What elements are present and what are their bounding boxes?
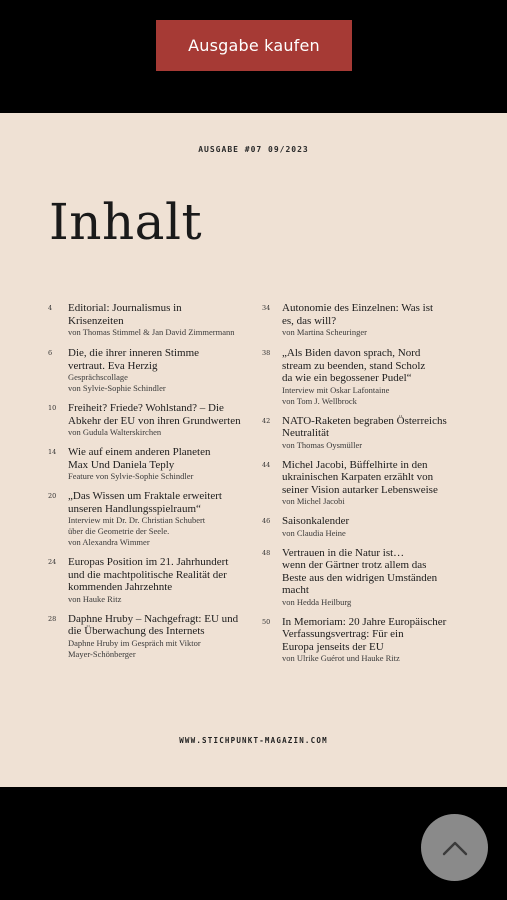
entry-title: Europas Position im 21. Jahrhundert [68,556,229,568]
entry-title: unseren Handlungsspielraum“ [68,502,201,515]
scroll-to-top-button[interactable] [421,814,488,881]
entry-title: NATO-Raketen begraben Österreichs [282,414,447,427]
footer-url: WWW.STICHPUNKT-MAGAZIN.COM [179,736,328,745]
entry-title: Wie auf einem anderen Planeten [68,446,211,458]
toc-entry[interactable] [48,446,248,482]
toc-entry[interactable] [48,490,248,548]
toc-entry[interactable] [262,415,474,451]
toc-entry[interactable] [262,459,474,508]
page-number: 34 [262,304,271,312]
entry-byline: von Ulrike Guérot und Hauke Ritz [282,653,400,663]
toc-entry[interactable] [48,402,248,438]
entry-title: Michel Jacobi, Büffelhirte in den [282,458,428,471]
entry-title: Vertrauen in die Natur ist… [282,546,405,559]
entry-title: In Memoriam: 20 Jahre Europäischer [282,615,447,628]
toc-entry[interactable] [262,616,474,665]
entry-byline: Daphne Hruby im Gespräch mit Viktor [68,637,201,648]
page-title: Inhalt [49,193,203,251]
entry-title: Autonomie des Einzelnen: Was ist [282,302,434,314]
entry-byline: von Michel Jacobi [282,496,345,506]
page-number: 20 [48,492,57,500]
page-number: 4 [48,304,53,312]
toc-entry[interactable] [48,613,248,660]
page-number: 46 [262,517,271,525]
entry-byline: von Hauke Ritz [68,593,122,604]
entry-byline: Interview mit Dr. Dr. Christian Schubert [68,515,206,525]
page-number: 28 [48,614,57,623]
entry-title: Verfassungsvertrag: Für ein [282,628,404,640]
entry-title: „Das Wissen um Fraktale erweitert [68,490,222,502]
entry-title: Max Und Daniela Teply [68,458,175,471]
toc-entry[interactable] [48,302,248,338]
entry-title: vertraut. Eva Herzig [68,359,158,372]
entry-title: da wie ein begossener Pudel“ [282,372,412,384]
page-number: 24 [48,558,57,566]
toc-entry[interactable] [48,347,248,394]
entry-title: Europa jenseits der EU [282,640,384,653]
page-number: 42 [262,416,271,425]
entry-byline: über die Geometrie der Seele. [68,526,170,536]
entry-title: „Als Biden davon sprach, Nord [282,347,421,359]
toc-entry[interactable] [262,347,474,407]
page-number: 14 [48,448,57,456]
buy-issue-button[interactable]: Ausgabe kaufen [156,20,352,71]
entry-byline: Feature von Sylvie-Sophie Schindler [68,471,194,481]
entry-title: seiner Vision autarker Lebensweise [282,483,438,496]
entry-byline: von Tom J. Wellbrock [282,395,357,406]
entry-title: Saisonkalender [282,515,350,527]
chevron-up-icon [442,840,468,856]
entry-byline: von Hedda Heilburg [282,596,352,607]
issue-label: AUSGABE #07 09/2023 [198,145,309,154]
entry-title: Abkehr der EU von ihren Grundwerten [68,414,241,427]
entry-byline: Gesprächscollage [68,372,128,382]
page-number: 44 [262,460,271,469]
entry-byline: von Thomas Oysmüller [282,439,363,450]
toc-entry[interactable] [262,547,474,608]
toc-column-left [48,302,248,660]
entry-title: Die, die ihrer inneren Stimme [68,347,200,359]
entry-title: Beste aus den widrigen Umständen [282,571,438,584]
toc-entry[interactable] [48,556,248,605]
page-number: 6 [48,349,53,357]
entry-byline: von Gudula Walterskirchen [68,427,162,437]
table-of-contents-page [0,113,507,787]
toc-column-right [262,302,474,664]
entry-title: die Überwachung des Internets [68,625,205,637]
page-number: 10 [48,404,57,412]
entry-title: macht [282,584,309,596]
entry-byline: von Martina Scheuringer [282,327,367,337]
entry-title: ukrainischen Karpaten erzählt von [282,471,434,483]
page-number: 38 [262,349,271,357]
entry-byline: von Alexandra Wimmer [68,537,150,547]
toc-entry[interactable] [262,515,474,539]
entry-title: und die machtpolitische Realität der [68,568,227,581]
entry-title: Daphne Hruby – Nachgefragt: EU und [68,612,239,625]
entry-title: stream zu beenden, stand Scholz [282,359,426,372]
page-number: 48 [262,548,271,557]
entry-byline: von Sylvie-Sophie Schindler [68,383,166,393]
entry-byline: Mayer-Schönberger [68,648,136,659]
entry-title: Krisenzeiten [68,314,124,327]
page-number: 50 [262,617,271,626]
entry-title: kommenden Jahrzehnte [68,581,173,593]
entry-title: Freiheit? Friede? Wohlstand? – Die [68,402,224,414]
entry-byline: von Claudia Heine [282,527,346,538]
entry-title: Editorial: Journalismus in [68,302,182,314]
entry-title: wenn der Gärtner trotz allem das [282,559,427,571]
toc-entry[interactable] [262,302,474,338]
entry-title: Neutralität [282,427,330,439]
entry-byline: Interview mit Oskar Lafontaine [282,384,390,395]
entry-byline: von Thomas Stimmel & Jan David Zimmermann [68,327,235,337]
entry-title: es, das will? [282,314,337,327]
